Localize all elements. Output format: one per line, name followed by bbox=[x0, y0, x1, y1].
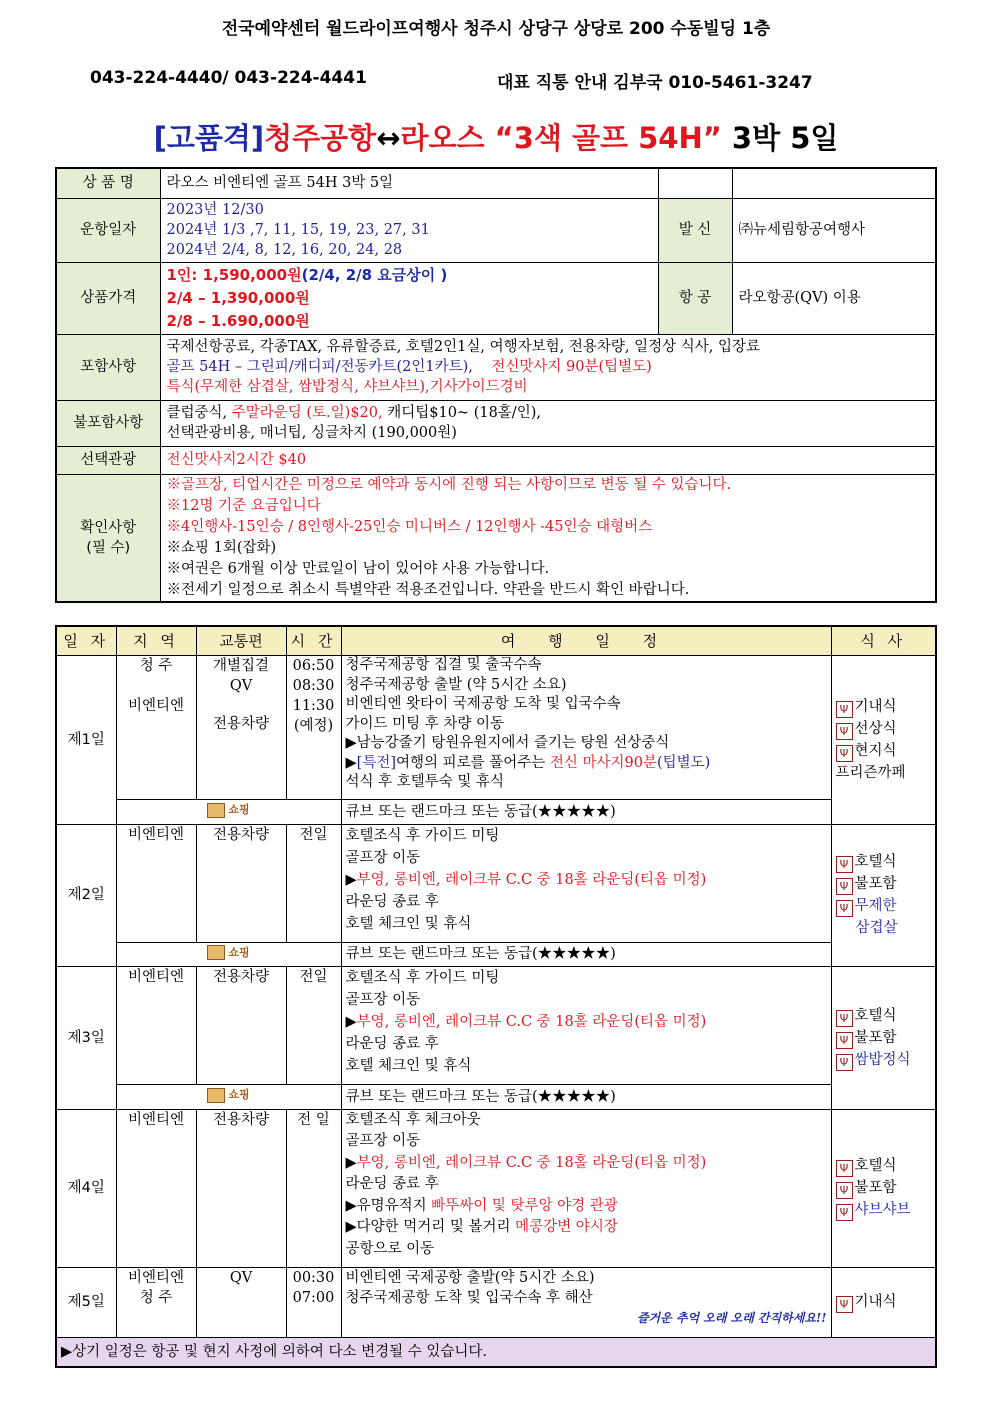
day-5-meals bbox=[831, 1267, 936, 1337]
fork-knife-icon: Ψ bbox=[836, 878, 853, 895]
hotel-line: 큐브 또는 랜드마크 또는 동급(★★★★★) bbox=[341, 800, 831, 825]
day-1-region bbox=[116, 656, 196, 800]
dates-value bbox=[160, 198, 658, 262]
date-line: 2023년 12/30 bbox=[166, 202, 264, 218]
excluded-caddie-tip: 캐디팁$10~ (18홀/인), bbox=[382, 405, 541, 421]
itinerary-table bbox=[55, 625, 937, 1368]
itinerary-line: 공항으로 이동 bbox=[345, 1240, 435, 1257]
col-header-region: 지 역 bbox=[116, 626, 196, 656]
shopping-bag-icon bbox=[207, 803, 225, 818]
day-1-times bbox=[286, 656, 341, 800]
itinerary-line: 호텔조식 후 체크아웃 bbox=[345, 1111, 481, 1128]
meal-item: 무제한 bbox=[854, 898, 897, 915]
notice-line: ※4인행사-15인승 / 8인행사-25인승 미니버스 / 12인행사 -45인승 대형버스 bbox=[166, 518, 653, 535]
price-label: 상품가격 bbox=[56, 262, 160, 334]
time-line: 00:30 bbox=[292, 1269, 335, 1286]
meal-note: 프리즌까페 bbox=[835, 764, 906, 781]
footer-notice: ▶상기 일정은 항공 및 현지 사정에 의하여 다소 변경될 수 있습니다. bbox=[56, 1337, 936, 1367]
day-4-itinerary bbox=[341, 1109, 831, 1267]
shopping-bag-icon bbox=[207, 945, 225, 960]
col-header-day: 일 자 bbox=[56, 626, 116, 656]
col-header-time: 시 간 bbox=[286, 626, 341, 656]
day-3-itinerary bbox=[341, 967, 831, 1085]
optional-label: 선택관광 bbox=[56, 446, 160, 474]
title-duration: 3박 5일 bbox=[721, 121, 839, 155]
transport-line: QV bbox=[229, 678, 253, 694]
title-golf: “3색 골프 54H” bbox=[494, 121, 722, 155]
day-4-transport: 전용차량 bbox=[196, 1109, 286, 1267]
notice-line: ※골프장, 티업시간은 미정으로 예약과 동시에 진행 되는 사항이므로 변동 될 수 있습니다. bbox=[166, 476, 732, 493]
meal-item: 호텔식 bbox=[854, 854, 897, 871]
title-arrow: ↔ bbox=[376, 121, 401, 155]
itinerary-text: ▶다양한 먹거리 및 볼거리 bbox=[345, 1219, 516, 1235]
itinerary-line: ▶남능강줄기 탕원유원지에서 즐기는 탕원 선상중식 bbox=[345, 735, 670, 751]
day-5-transport: QV bbox=[196, 1267, 286, 1337]
product-label: 상 품 명 bbox=[56, 168, 160, 198]
fork-knife-icon: Ψ bbox=[836, 1160, 853, 1177]
day-1-itinerary bbox=[341, 656, 831, 800]
dates-label: 운항일자 bbox=[56, 198, 160, 262]
itinerary-line: 청주국제공항 도착 및 입국수속 후 해산 bbox=[345, 1289, 593, 1306]
meal-note: 삼겹살 bbox=[855, 920, 898, 937]
arrow-marker: ▶ bbox=[345, 871, 357, 888]
page-title bbox=[0, 116, 992, 157]
night-market: 메콩강변 야시장 bbox=[515, 1219, 618, 1235]
shopping-label: 쇼핑 bbox=[228, 945, 250, 959]
price-note: (2/4, 2/8 요금상이 ) bbox=[301, 265, 448, 284]
itinerary-line: 비엔티엔 국제공항 출발(약 5시간 소요) bbox=[345, 1269, 595, 1286]
day-2-itinerary bbox=[341, 824, 831, 942]
notice-line: ※쇼핑 1회(잡화) bbox=[166, 539, 277, 556]
day-2-region: 비엔티엔 bbox=[116, 824, 196, 942]
itinerary-line: 청주국제공항 출발 (약 5시간 소요) bbox=[345, 676, 567, 693]
fork-knife-icon: Ψ bbox=[836, 856, 853, 873]
itinerary-line: 라운딩 종료 후 bbox=[345, 893, 439, 910]
date-line: 2024년 1/3 ,7, 11, 15, 19, 23, 27, 31 bbox=[166, 222, 430, 238]
included-golf: 골프 54H – 그린피/캐디피/전동카트(2인1카트), bbox=[166, 359, 473, 375]
region-line: 청 주 bbox=[139, 658, 173, 674]
price-1: 1인: 1,590,000원 bbox=[166, 265, 302, 284]
meal-item: 기내식 bbox=[854, 1294, 897, 1310]
shopping-label: 쇼핑 bbox=[228, 1088, 250, 1101]
sender-label: 발 신 bbox=[658, 198, 732, 262]
region-line: 비엔티엔 bbox=[127, 1269, 185, 1286]
included-massage: 전신맛사지 90분(팁별도) bbox=[491, 359, 652, 375]
shopping-cell bbox=[116, 1085, 341, 1110]
notice-label-2: (필 수) bbox=[86, 539, 131, 556]
time-line: 08:30 bbox=[292, 678, 335, 694]
excluded-line-2: 선택관광비용, 매너팁, 싱글차지 (190,000원) bbox=[166, 425, 457, 441]
price-3: 2/8 – 1.690,000원 bbox=[166, 311, 310, 330]
massage-highlight: 전신 마사지90분 bbox=[549, 754, 657, 771]
itinerary-line: 석식 후 호텔투숙 및 휴식 bbox=[345, 774, 505, 790]
itinerary-line: 라운딩 종료 후 bbox=[345, 1036, 439, 1052]
meal-item: 불포함 bbox=[854, 1180, 897, 1196]
title-premium: [고품격] bbox=[153, 121, 265, 155]
itinerary-line: 호텔 체크인 및 휴식 bbox=[345, 1058, 472, 1074]
itinerary-line: 호텔 체크인 및 휴식 bbox=[345, 915, 472, 932]
itinerary-line: 호텔조식 후 가이드 미팅 bbox=[345, 827, 500, 844]
closing-message: 즐거운 추억 오래 오래 간직하세요!! bbox=[636, 1310, 827, 1325]
arrow-marker: ▶ bbox=[345, 1154, 357, 1171]
header-phones: 043-224-4440/ 043-224-4441 bbox=[90, 68, 367, 88]
title-destination: 라오스 bbox=[400, 121, 495, 155]
notice-line: ※전세기 일정으로 취소시 특별약관 적용조건입니다. 약관을 반드시 확인 바랍니다. bbox=[166, 581, 690, 598]
itinerary-line: 골프장 이동 bbox=[345, 992, 421, 1008]
price-value bbox=[160, 262, 658, 334]
itinerary-line: 가이드 미팅 후 차량 이동 bbox=[345, 715, 505, 732]
airline-value: 라오항공(QV) 이용 bbox=[732, 262, 936, 334]
fork-knife-icon: Ψ bbox=[836, 745, 853, 762]
day-2-transport: 전용차량 bbox=[196, 824, 286, 942]
tip-note: (팁별도) bbox=[657, 754, 711, 771]
time-line: (예정) bbox=[293, 718, 334, 734]
airline-label: 항 공 bbox=[658, 262, 732, 334]
meal-item: 불포함 bbox=[854, 1029, 897, 1046]
included-line-1: 국제선항공료, 각종TAX, 유류할증료, 호텔2인1실, 여행자보험, 전용차량, 일정상 식사, 입장료 bbox=[166, 339, 760, 355]
header-direct-line: 대표 직통 안내 김부국 010-5461-3247 bbox=[497, 73, 813, 93]
shopping-label: 쇼핑 bbox=[228, 803, 250, 816]
golf-courses: 부영, 롱비엔, 레이크뷰 C.C 중 18홀 라운딩(티옵 미정) bbox=[356, 1014, 707, 1030]
shopping-cell bbox=[116, 942, 341, 967]
day-5-itinerary bbox=[341, 1267, 831, 1337]
shopping-cell bbox=[116, 800, 341, 825]
date-line: 2024년 2/4, 8, 12, 16, 20, 24, 28 bbox=[166, 242, 403, 258]
product-value: 라오스 비엔티엔 골프 54H 3박 5일 bbox=[160, 168, 658, 198]
sender-value: ㈜뉴세림항공여행사 bbox=[732, 198, 936, 262]
day-4-time: 전 일 bbox=[286, 1109, 341, 1267]
itinerary-line: 골프장 이동 bbox=[345, 1133, 421, 1149]
fork-knife-icon: Ψ bbox=[836, 1182, 853, 1199]
itinerary-line: 호텔조식 후 가이드 미팅 bbox=[345, 970, 500, 986]
product-info-table bbox=[55, 167, 937, 603]
fork-knife-icon: Ψ bbox=[836, 701, 853, 718]
itinerary-line: 골프장 이동 bbox=[345, 849, 421, 866]
included-value bbox=[160, 334, 936, 400]
notice-label bbox=[56, 474, 160, 602]
col-header-transport: 교통편 bbox=[196, 626, 286, 656]
excluded-label: 불포함사항 bbox=[56, 400, 160, 446]
excluded-weekend: 주말라운딩 (토.일)$20, bbox=[231, 405, 383, 421]
fork-knife-icon: Ψ bbox=[836, 1010, 853, 1027]
col-header-meals: 식 사 bbox=[831, 626, 936, 656]
arrow-marker: ▶ bbox=[345, 754, 357, 771]
included-label: 포함사항 bbox=[56, 334, 160, 400]
meal-item: 선상식 bbox=[854, 720, 897, 737]
notice-line: ※12명 기준 요금입니다 bbox=[166, 497, 321, 514]
excluded-value bbox=[160, 400, 936, 446]
notice-label-1: 확인사항 bbox=[80, 519, 137, 536]
region-line: 청 주 bbox=[139, 1289, 173, 1306]
region-line: 비엔티엔 bbox=[127, 698, 185, 714]
golf-courses: 부영, 롱비엔, 레이크뷰 C.C 중 18홀 라운딩(티옵 미정) bbox=[356, 871, 707, 888]
empty-cell bbox=[732, 168, 936, 198]
shopping-bag-icon bbox=[207, 1088, 225, 1103]
time-line: 07:00 bbox=[292, 1289, 335, 1306]
empty-cell bbox=[658, 168, 732, 198]
day-3-meals bbox=[831, 967, 936, 1110]
day-4-label: 제4일 bbox=[56, 1109, 116, 1267]
header-address: 전국예약센터 월드라이프여행사 청주시 상당구 상당로 200 수동빌딩 1층 bbox=[221, 19, 771, 39]
time-line: 11:30 bbox=[292, 698, 335, 714]
special-tag: [특전] bbox=[356, 754, 396, 771]
day-2-meals bbox=[831, 824, 936, 967]
optional-value: 전신맛사지2시간 $40 bbox=[160, 446, 936, 474]
time-line: 06:50 bbox=[292, 658, 335, 674]
excluded-club-lunch: 클럽중식, bbox=[166, 405, 232, 421]
meal-item: 호텔식 bbox=[854, 1158, 897, 1174]
day-3-region: 비엔티엔 bbox=[116, 967, 196, 1085]
col-header-itinerary: 여 행 일 정 bbox=[341, 626, 831, 656]
meal-item: 쌈밥정식 bbox=[854, 1051, 911, 1068]
price-2: 2/4 – 1,390,000원 bbox=[166, 288, 310, 307]
meal-item: 호텔식 bbox=[854, 1007, 897, 1024]
fork-knife-icon: Ψ bbox=[836, 1296, 853, 1313]
meal-item: 샤브샤브 bbox=[854, 1202, 911, 1218]
notice-line: ※여권은 6개월 이상 만료일이 남이 있어야 사용 가능합니다. bbox=[166, 560, 550, 577]
day-3-label: 제3일 bbox=[56, 967, 116, 1110]
itinerary-text: 여행의 피로를 풀어주는 bbox=[395, 754, 550, 771]
day-2-label: 제2일 bbox=[56, 824, 116, 967]
transport-line: 개별집결 bbox=[212, 658, 270, 674]
included-special-meals: 특식(무제한 삼겹살, 쌈밥정식, 샤브샤브),기사가이드경비 bbox=[166, 379, 528, 395]
itinerary-line: 청주국제공항 집결 및 출국수속 bbox=[345, 657, 542, 673]
day-1-transport bbox=[196, 656, 286, 800]
fork-knife-icon: Ψ bbox=[836, 1204, 853, 1221]
day-1-meals bbox=[831, 656, 936, 825]
meal-item: 불포함 bbox=[854, 876, 897, 893]
day-5-region bbox=[116, 1267, 196, 1337]
night-tour: 빠뚜싸이 및 탓루앙 야경 관광 bbox=[431, 1197, 618, 1214]
notice-value bbox=[160, 474, 936, 602]
meal-item: 기내식 bbox=[854, 698, 897, 715]
day-4-meals bbox=[831, 1109, 936, 1267]
day-2-time: 전일 bbox=[286, 824, 341, 942]
fork-knife-icon: Ψ bbox=[836, 1054, 853, 1071]
itinerary-text: ▶유명유적지 bbox=[345, 1197, 432, 1214]
arrow-marker: ▶ bbox=[345, 1014, 357, 1030]
itinerary-line: 비엔티엔 왓타이 국제공항 도착 및 입국수속 bbox=[345, 696, 621, 712]
day-5-times bbox=[286, 1267, 341, 1337]
title-origin: 청주공항 bbox=[264, 121, 377, 155]
day-1-label: 제1일 bbox=[56, 656, 116, 825]
hotel-line: 큐브 또는 랜드마크 또는 동급(★★★★★) bbox=[341, 942, 831, 967]
day-4-region: 비엔티엔 bbox=[116, 1109, 196, 1267]
golf-courses: 부영, 롱비엔, 레이크뷰 C.C 중 18홀 라운딩(티옵 미정) bbox=[356, 1154, 707, 1171]
day-5-label: 제5일 bbox=[56, 1267, 116, 1337]
itinerary-line: 라운딩 종료 후 bbox=[345, 1176, 439, 1192]
hotel-line: 큐브 또는 랜드마크 또는 동급(★★★★★) bbox=[341, 1085, 831, 1110]
fork-knife-icon: Ψ bbox=[836, 1032, 853, 1049]
fork-knife-icon: Ψ bbox=[836, 723, 853, 740]
day-3-time: 전일 bbox=[286, 967, 341, 1085]
day-3-transport: 전용차량 bbox=[196, 967, 286, 1085]
meal-item: 현지식 bbox=[854, 742, 897, 759]
transport-line: 전용차량 bbox=[212, 716, 270, 732]
fork-knife-icon: Ψ bbox=[836, 900, 853, 917]
